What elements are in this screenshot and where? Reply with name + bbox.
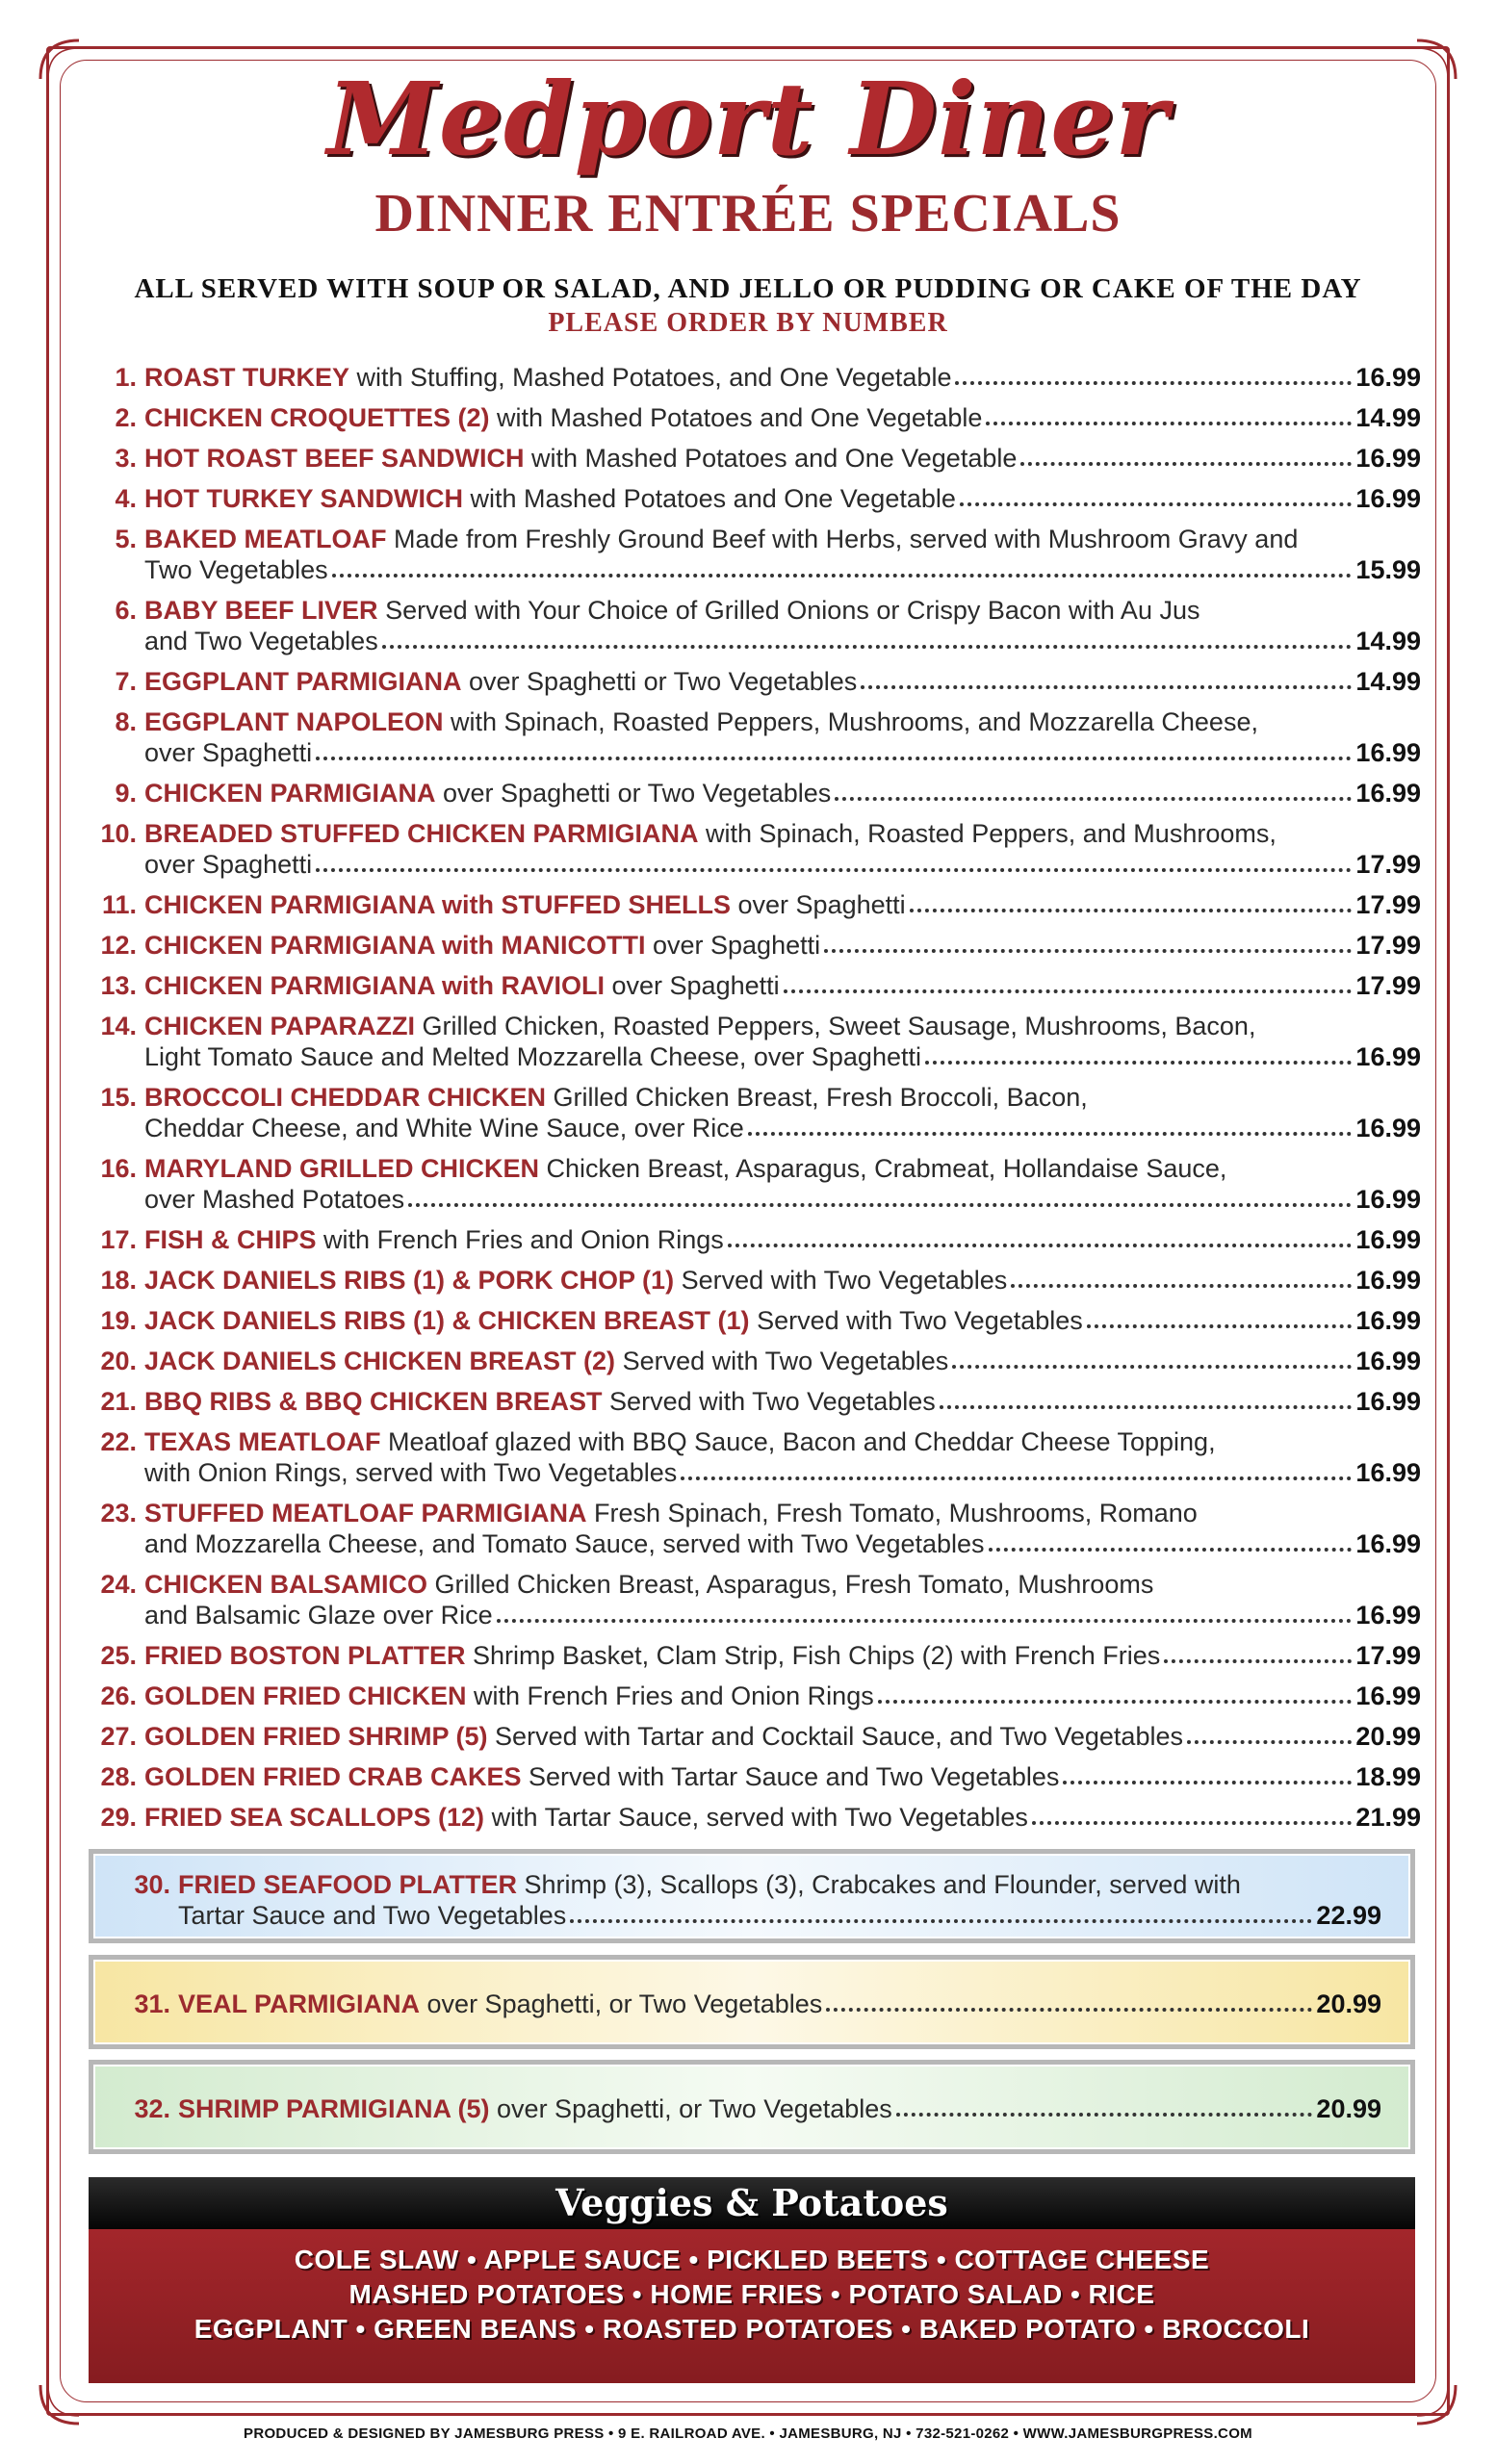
item-description: with French Fries and Onion Rings: [474, 1681, 874, 1710]
item-price: 16.99: [1355, 484, 1421, 513]
dot-leader: [1032, 1821, 1353, 1825]
menu-item: [122, 1854, 1381, 1931]
item-description: Shrimp Basket, Clam Strip, Fish Chips (2) with French Fries: [473, 1641, 1161, 1670]
item-description-cont: over Spaghetti: [144, 850, 313, 879]
corner-ornament-icon: [39, 2383, 81, 2426]
served-with-note: ALL SERVED WITH SOUP OR SALAD, AND JELLO OR PUDDING OR CAKE OF THE DAY: [134, 273, 1362, 304]
item-description: Grilled Chicken Breast, Fresh Broccoli, Bacon,: [553, 1083, 1088, 1112]
item-price: 16.99: [1355, 1185, 1421, 1214]
menu-item: [89, 1082, 1421, 1143]
item-description: over Spaghetti: [611, 971, 780, 1000]
item-name: GOLDEN FRIED CHICKEN: [144, 1681, 467, 1710]
item-price: 21.99: [1355, 1803, 1421, 1832]
item-name: STUFFED MEATLOAF PARMIGIANA: [144, 1499, 587, 1527]
item-price: 17.99: [1355, 1641, 1421, 1670]
item-name: BABY BEEF LIVER: [144, 596, 378, 625]
dot-leader: [497, 1619, 1353, 1623]
item-name: GOLDEN FRIED SHRIMP (5): [144, 1722, 488, 1751]
item-name: FISH & CHIPS: [144, 1225, 317, 1254]
dot-leader: [1011, 1284, 1352, 1288]
menu-item: [89, 1426, 1421, 1488]
dot-leader: [332, 574, 1353, 578]
menu-item: [89, 1305, 1421, 1336]
item-description: with Spinach, Roasted Peppers, and Mushrooms,: [706, 819, 1277, 848]
veggies-line: COLE SLAW • APPLE SAUCE • PICKLED BEETS • COTTAGE CHEESE: [294, 2245, 1210, 2274]
item-description: with Tartar Sauce, served with Two Vegetables: [491, 1803, 1028, 1832]
dot-leader: [1063, 1781, 1352, 1784]
item-price: 20.99: [1316, 2094, 1381, 2123]
menu-item: [89, 402, 1421, 433]
dot-leader: [824, 949, 1352, 953]
item-description: Served with Two Vegetables: [609, 1387, 936, 1416]
menu-item: [89, 443, 1421, 474]
printer-credit: PRODUCED & DESIGNED BY JAMESBURG PRESS • 9 E. RAILROAD AVE. • JAMESBURG, NJ • 732-521-0262 • WWW.JAMESBURGPRESS.COM: [244, 2426, 1252, 2442]
item-number: 6.: [115, 596, 137, 625]
menu-item: [89, 595, 1421, 656]
item-number: 15.: [100, 1083, 137, 1112]
item-description: with French Fries and Onion Rings: [323, 1225, 724, 1254]
item-name: BREADED STUFFED CHICKEN PARMIGIANA: [144, 819, 699, 848]
item-number: 1.: [115, 363, 137, 392]
item-description: with Mashed Potatoes and One Vegetable: [497, 403, 983, 432]
item-name: FRIED BOSTON PLATTER: [144, 1641, 466, 1670]
item-price: 14.99: [1355, 667, 1421, 696]
menu-item: [89, 930, 1421, 961]
item-name: TEXAS MEATLOAF: [144, 1427, 381, 1456]
dot-leader: [878, 1700, 1353, 1704]
item-description-cont: with Onion Rings, served with Two Vegetables: [144, 1458, 678, 1487]
item-name: JACK DANIELS CHICKEN BREAST (2): [144, 1347, 616, 1375]
item-name: CHICKEN PARMIGIANA with RAVIOLI: [144, 971, 605, 1000]
item-name: CHICKEN PARMIGIANA with MANICOTTI: [144, 931, 646, 960]
item-description: Served with Two Vegetables: [622, 1347, 949, 1375]
dot-leader: [826, 2008, 1312, 2012]
item-description: over Spaghetti or Two Vegetables: [469, 667, 858, 696]
item-description: Fresh Spinach, Fresh Tomato, Mushrooms, Romano: [593, 1499, 1198, 1527]
item-price: 16.99: [1355, 1681, 1421, 1710]
menu-item: [89, 778, 1421, 808]
item-name: CHICKEN PARMIGIANA with STUFFED SHELLS: [144, 890, 731, 919]
menu-item: [89, 362, 1421, 393]
item-name: HOT ROAST BEEF SANDWICH: [144, 444, 525, 473]
item-name: FRIED SEA SCALLOPS (12): [144, 1803, 485, 1832]
item-number: 17.: [100, 1225, 137, 1254]
item-number: 20.: [100, 1347, 137, 1375]
menu-item: [89, 1721, 1421, 1752]
veggies-title: Veggies & Potatoes: [89, 2177, 1415, 2229]
item-description: Served with Your Choice of Grilled Onions or Crispy Bacon with Au Jus: [385, 596, 1200, 625]
item-number: 28.: [100, 1762, 137, 1791]
item-description: with Stuffing, Mashed Potatoes, and One Vegetable: [356, 363, 952, 392]
item-name: VEAL PARMIGIANA: [178, 1989, 421, 2018]
menu-item: [89, 1498, 1421, 1559]
item-description-cont: and Mozzarella Cheese, and Tomato Sauce, served with Two Vegetables: [144, 1529, 985, 1558]
item-price: 16.99: [1355, 1529, 1421, 1558]
dot-leader: [748, 1132, 1353, 1136]
item-description-cont: Two Vegetables: [144, 555, 328, 584]
item-number: 4.: [115, 484, 137, 513]
item-number: 10.: [100, 819, 137, 848]
dot-leader: [1187, 1740, 1352, 1744]
item-price: 16.99: [1355, 1306, 1421, 1335]
item-name: EGGPLANT PARMIGIANA: [144, 667, 462, 696]
item-price: 14.99: [1355, 403, 1421, 432]
item-price: 16.99: [1355, 1347, 1421, 1375]
item-price: 16.99: [1355, 738, 1421, 767]
item-description: Served with Two Vegetables: [757, 1306, 1083, 1335]
item-name: CHICKEN PARMIGIANA: [144, 779, 436, 808]
menu-item: [122, 2065, 1381, 2124]
dot-leader: [382, 645, 1353, 649]
item-name: SHRIMP PARMIGIANA (5): [178, 2094, 490, 2123]
item-number: 7.: [115, 667, 137, 696]
item-number: 26.: [100, 1681, 137, 1710]
restaurant-logo: Medport Diner: [326, 60, 1170, 178]
dot-leader: [940, 1405, 1353, 1409]
item-price: 14.99: [1355, 627, 1421, 655]
item-number: 8.: [115, 707, 137, 736]
item-price: 16.99: [1355, 1042, 1421, 1071]
item-price: 22.99: [1316, 1901, 1381, 1930]
item-price: 16.99: [1355, 1458, 1421, 1487]
menu-item: [89, 1224, 1421, 1255]
menu-item: [89, 1265, 1421, 1296]
item-name: ROAST TURKEY: [144, 363, 350, 392]
item-description: Made from Freshly Ground Beef with Herbs, served with Mushroom Gravy and: [394, 525, 1299, 553]
item-number: 25.: [100, 1641, 137, 1670]
dot-leader: [861, 685, 1352, 689]
item-name: CHICKEN BALSAMICO: [144, 1570, 427, 1599]
dot-leader: [925, 1061, 1352, 1065]
item-number: 14.: [100, 1012, 137, 1040]
item-number: 5.: [115, 525, 137, 553]
item-name: CHICKEN PAPARAZZI: [144, 1012, 415, 1040]
item-number: 3.: [115, 444, 137, 473]
item-number: 23.: [100, 1499, 137, 1527]
item-price: 17.99: [1355, 850, 1421, 879]
item-price: 16.99: [1355, 363, 1421, 392]
item-name: CHICKEN CROQUETTES (2): [144, 403, 490, 432]
item-description: Served with Tartar Sauce and Two Vegetables: [529, 1762, 1060, 1791]
menu-item: [89, 818, 1421, 880]
item-number: 24.: [100, 1570, 137, 1599]
item-price: 16.99: [1355, 444, 1421, 473]
featured-item-box: [89, 2060, 1415, 2154]
item-number: 12.: [100, 931, 137, 960]
menu-item: [89, 706, 1421, 768]
item-description-cont: Tartar Sauce and Two Vegetables: [178, 1901, 567, 1930]
item-description-cont: and Balsamic Glaze over Rice: [144, 1601, 493, 1630]
item-number: 31.: [134, 1989, 170, 2018]
item-number: 32.: [134, 2094, 170, 2123]
item-name: GOLDEN FRIED CRAB CAKES: [144, 1762, 522, 1791]
item-price: 16.99: [1355, 1225, 1421, 1254]
menu-item: [89, 1153, 1421, 1215]
menu-item: [89, 1569, 1421, 1630]
dot-leader: [960, 502, 1353, 506]
item-price: 16.99: [1355, 779, 1421, 808]
dot-leader: [316, 757, 1352, 760]
menu-item-list: [89, 362, 1421, 1842]
item-description: Grilled Chicken, Roasted Peppers, Sweet Sausage, Mushrooms, Bacon,: [422, 1012, 1256, 1040]
dot-leader: [986, 422, 1352, 425]
dot-leader: [910, 909, 1353, 912]
menu-item: [89, 1681, 1421, 1711]
dot-leader: [989, 1548, 1353, 1552]
item-name: JACK DANIELS RIBS (1) & PORK CHOP (1): [144, 1266, 675, 1295]
item-name: FRIED SEAFOOD PLATTER: [178, 1870, 518, 1899]
item-description: over Spaghetti: [737, 890, 906, 919]
item-description: Chicken Breast, Asparagus, Crabmeat, Hollandaise Sauce,: [546, 1154, 1227, 1183]
item-name: HOT TURKEY SANDWICH: [144, 484, 464, 513]
item-name: EGGPLANT NAPOLEON: [144, 707, 444, 736]
item-description-cont: over Spaghetti: [144, 738, 313, 767]
item-description: over Spaghetti: [652, 931, 821, 960]
item-description: over Spaghetti or Two Vegetables: [443, 779, 832, 808]
item-description: Grilled Chicken Breast, Asparagus, Fresh Tomato, Mushrooms: [434, 1570, 1154, 1599]
item-name: BROCCOLI CHEDDAR CHICKEN: [144, 1083, 546, 1112]
item-name: JACK DANIELS RIBS (1) & CHICKEN BREAST (1): [144, 1306, 750, 1335]
dot-leader: [952, 1365, 1352, 1369]
item-description: Shrimp (3), Scallops (3), Crabcakes and Flounder, served with: [524, 1870, 1241, 1899]
veggies-line: MASHED POTATOES • HOME FRIES • POTATO SALAD • RICE: [348, 2279, 1155, 2309]
menu-item: [89, 889, 1421, 920]
item-name: MARYLAND GRILLED CHICKEN: [144, 1154, 539, 1183]
dot-leader: [408, 1203, 1352, 1207]
item-price: 18.99: [1355, 1762, 1421, 1791]
item-name: BBQ RIBS & BBQ CHICKEN BREAST: [144, 1387, 603, 1416]
dot-leader: [570, 1919, 1312, 1923]
item-price: 16.99: [1355, 1114, 1421, 1142]
item-price: 17.99: [1355, 971, 1421, 1000]
dot-leader: [1087, 1324, 1353, 1328]
item-number: 9.: [115, 779, 137, 808]
menu-item: [89, 524, 1421, 585]
dot-leader: [316, 868, 1352, 872]
item-description-cont: over Mashed Potatoes: [144, 1185, 405, 1214]
item-number: 13.: [100, 971, 137, 1000]
menu-item: [89, 970, 1421, 1001]
item-number: 21.: [100, 1387, 137, 1416]
item-description-cont: Cheddar Cheese, and White Wine Sauce, over Rice: [144, 1114, 744, 1142]
order-note: PLEASE ORDER BY NUMBER: [548, 308, 948, 338]
item-price: 15.99: [1355, 555, 1421, 584]
item-number: 18.: [100, 1266, 137, 1295]
item-number: 22.: [100, 1427, 137, 1456]
item-description-cont: and Two Vegetables: [144, 627, 378, 655]
item-price: 16.99: [1355, 1601, 1421, 1630]
item-number: 27.: [100, 1722, 137, 1751]
item-number: 2.: [115, 403, 137, 432]
item-number: 29.: [100, 1803, 137, 1832]
corner-ornament-icon: [1415, 2383, 1457, 2426]
menu-item: [89, 1386, 1421, 1417]
dot-leader: [728, 1244, 1353, 1247]
item-number: 19.: [100, 1306, 137, 1335]
veggies-line: EGGPLANT • GREEN BEANS • ROASTED POTATOES • BAKED POTATO • BROCCOLI: [193, 2314, 1310, 2344]
item-number: 11.: [101, 890, 137, 919]
item-description: with Mashed Potatoes and One Vegetable: [470, 484, 956, 513]
item-number: 16.: [100, 1154, 137, 1183]
item-description: Served with Two Vegetables: [681, 1266, 1008, 1295]
item-description: with Mashed Potatoes and One Vegetable: [531, 444, 1018, 473]
menu-item: [89, 1640, 1421, 1671]
menu-item: [89, 1346, 1421, 1376]
item-price: 17.99: [1355, 890, 1421, 919]
dot-leader: [1164, 1659, 1352, 1663]
page-title: DINNER ENTRÉE SPECIALS: [374, 184, 1122, 244]
item-price: 20.99: [1316, 1989, 1381, 2018]
item-number: 30.: [134, 1870, 170, 1899]
menu-item: [89, 666, 1421, 697]
item-name: BAKED MEATLOAF: [144, 525, 387, 553]
menu-item: [89, 1802, 1421, 1833]
dot-leader: [784, 989, 1353, 993]
item-description: over Spaghetti, or Two Vegetables: [426, 1989, 823, 2018]
menu-item: [122, 1960, 1381, 2019]
featured-item-box: [89, 1849, 1415, 1943]
dot-leader: [955, 381, 1352, 385]
item-price: 20.99: [1355, 1722, 1421, 1751]
item-description: Meatloaf glazed with BBQ Sauce, Bacon and Cheddar Cheese Topping,: [388, 1427, 1216, 1456]
dot-leader: [835, 797, 1352, 801]
dot-leader: [896, 2113, 1313, 2117]
item-description: over Spaghetti, or Two Vegetables: [497, 2094, 892, 2123]
featured-item-box: [89, 1955, 1415, 2049]
item-price: 17.99: [1355, 931, 1421, 960]
item-description: with Spinach, Roasted Peppers, Mushrooms, and Mozzarella Cheese,: [451, 707, 1258, 736]
dot-leader: [681, 1476, 1352, 1480]
menu-item: [89, 483, 1421, 514]
item-description: Served with Tartar and Cocktail Sauce, and Two Vegetables: [495, 1722, 1183, 1751]
item-price: 16.99: [1355, 1387, 1421, 1416]
item-price: 16.99: [1355, 1266, 1421, 1295]
dot-leader: [1020, 462, 1352, 466]
menu-item: [89, 1011, 1421, 1072]
menu-item: [89, 1761, 1421, 1792]
veggies-list: [89, 2229, 1415, 2383]
item-description-cont: Light Tomato Sauce and Melted Mozzarella Cheese, over Spaghetti: [144, 1042, 921, 1071]
